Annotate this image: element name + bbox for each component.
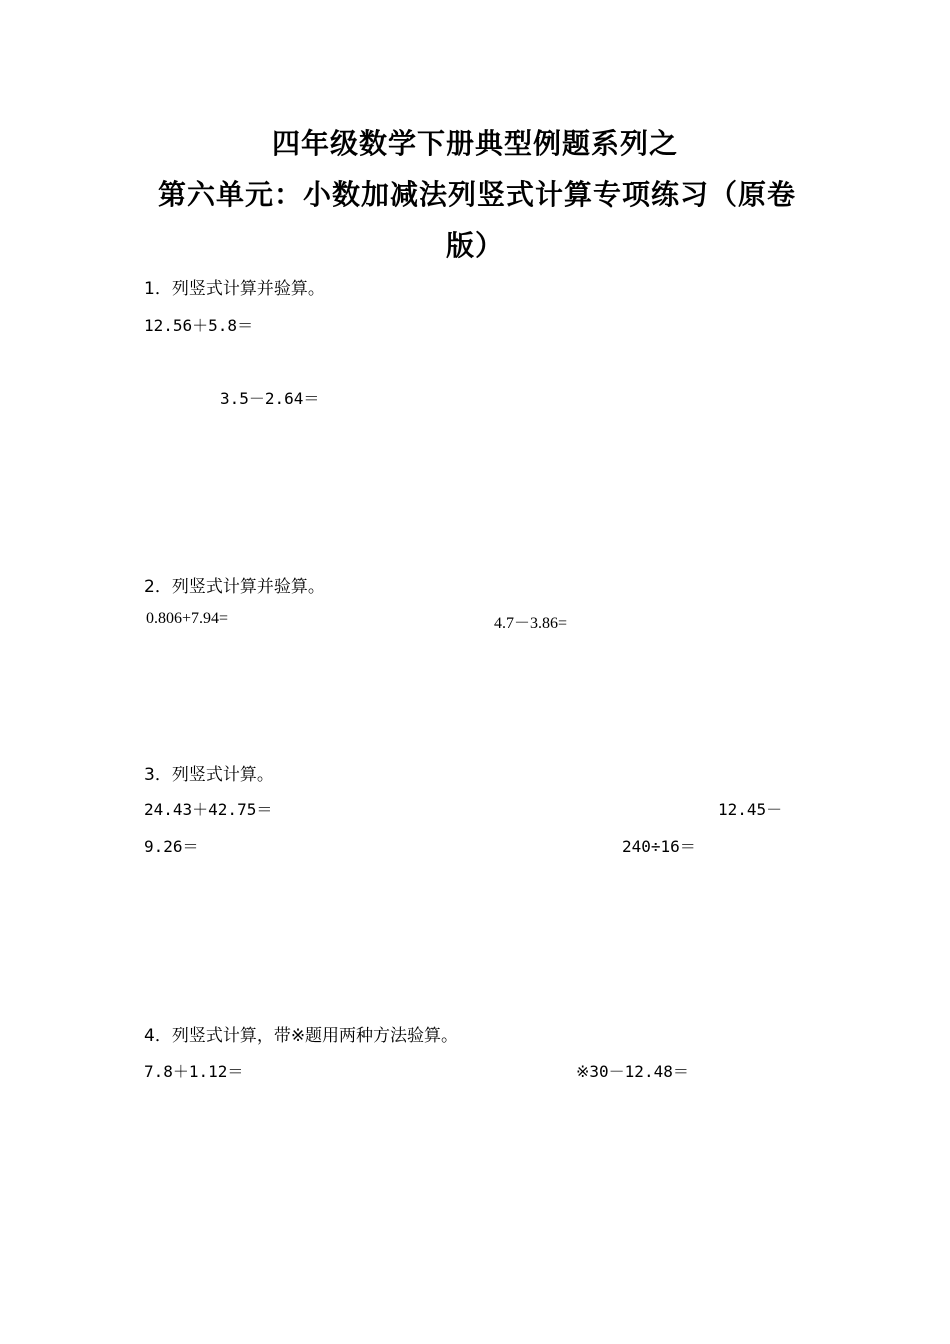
question-1-heading: 1．列竖式计算并验算。 xyxy=(144,279,325,299)
page-title-line-2: 第六单元：小数加减法列竖式计算专项练习（原卷 xyxy=(158,178,797,211)
question-1-exercise-2: 3.5－2.64＝ xyxy=(220,389,320,408)
question-4-heading: 4．列竖式计算，带※题用两种方法验算。 xyxy=(144,1026,459,1046)
question-1-exercise-1: 12.56＋5.8＝ xyxy=(144,316,254,335)
page-title-line-3: 版） xyxy=(445,229,504,262)
question-2-exercise-1: 0.806+7.94= xyxy=(146,610,229,627)
question-4-exercise-2: ※30－12.48＝ xyxy=(576,1062,689,1081)
question-3-exercise-3: 240÷16＝ xyxy=(622,837,696,856)
question-3-exercise-1: 24.43＋42.75＝ xyxy=(144,800,273,819)
question-4-exercise-1: 7.8＋1.12＝ xyxy=(144,1062,244,1081)
question-3-exercise-2-part-2: 9.26＝ xyxy=(144,837,199,856)
page-title-line-1: 四年级数学下册典型例题系列之 xyxy=(271,127,678,160)
question-2-heading: 2．列竖式计算并验算。 xyxy=(144,577,325,597)
question-3-heading: 3．列竖式计算。 xyxy=(144,765,274,785)
question-3-exercise-2-part-1: 12.45－ xyxy=(718,800,783,819)
question-2-exercise-2: 4.7－3.86= xyxy=(494,615,568,632)
